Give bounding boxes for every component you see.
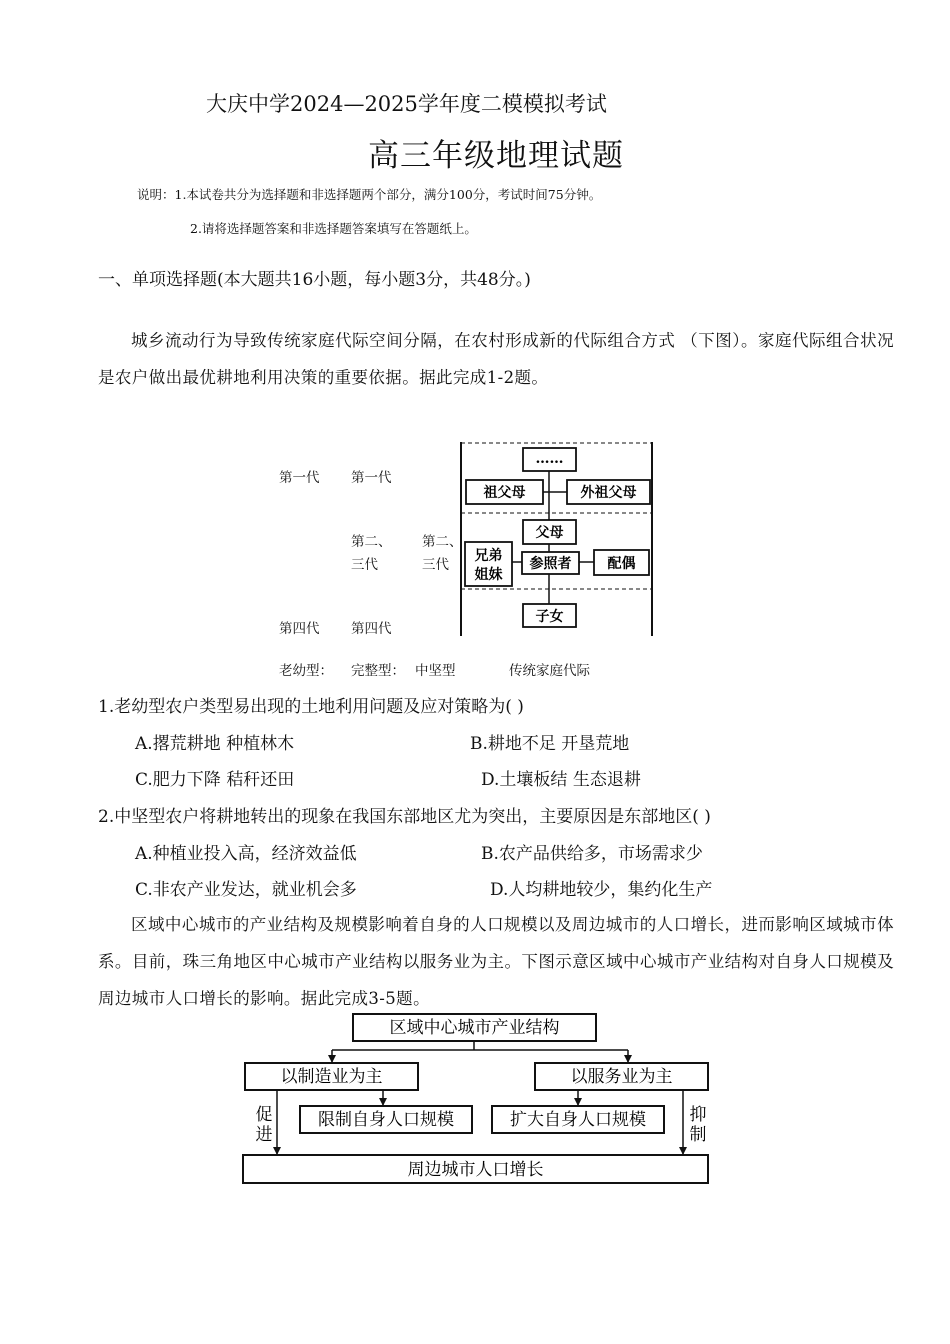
instruction-note-1: 说明：1.本试卷共分为选择题和非选择题两个部分，满分100分，考试时间75分钟。: [137, 187, 602, 202]
label-industry-structure: 区域中心城市产业结构: [389, 1018, 560, 1038]
fig1-caption-b: 完整型：: [351, 663, 405, 679]
label-children: 子女: [535, 609, 564, 625]
fig1-col2-gen23-b: 三代: [422, 557, 449, 573]
label-grandparents: 祖父母: [483, 485, 526, 501]
fig1-col1-gen23-b: 三代: [351, 557, 378, 573]
passage-2: 区域中心城市的产业结构及规模影响着自身的人口规模以及周边城市的人口增长，进而影响区域城市体系。目前，珠三角地区中心城市产业结构以服务业为主。下图示意区域中心城市产业结构对自身人口规模及周边城市人口增长的影响。据此完成3-5题。: [98, 915, 894, 1008]
fig1-caption-a: 老幼型：: [279, 663, 333, 679]
passage-1: 城乡流动行为导致传统家庭代际空间分隔，在农村形成新的代际组合方式 （下图）。家庭代际组合状况是农户做出最优耕地利用决策的重要依据。据此完成1-2题。: [98, 331, 894, 387]
question-1-option-b: B.耕地不足 开垦荒地: [470, 734, 630, 754]
fig1-caption-c: 中坚型: [415, 663, 456, 679]
exam-school-title: 大庆中学2024—2025学年度二模模拟考试: [206, 92, 607, 116]
label-siblings-a: 兄弟: [474, 548, 503, 564]
section-title: 一、单项选择题(本大题共16小题，每小题3分，共48分。): [98, 270, 531, 290]
question-2-option-c: C.非农产业发达，就业机会多: [135, 880, 357, 900]
label-services: 以服务业为主: [570, 1067, 673, 1087]
label-manufacturing: 以制造业为主: [280, 1067, 383, 1087]
label-promote-a: 促: [255, 1105, 273, 1125]
fig1-col1-gen23-a: 第二、: [351, 534, 392, 550]
label-reference: 参照者: [529, 556, 572, 572]
fig1-col2-gen4: 第四代: [351, 621, 392, 637]
label-inhibit-a: 抑: [689, 1105, 707, 1125]
industry-structure-flowchart: [240, 1010, 714, 1188]
instruction-note-2: 2.请将选择题答案和非选择题答案填写在答题纸上。: [190, 221, 477, 236]
label-ellipsis: ……: [535, 451, 564, 467]
label-spouse: 配偶: [607, 556, 636, 572]
question-2-option-b: B.农产品供给多，市场需求少: [481, 844, 703, 864]
label-limit-population: 限制自身人口规模: [318, 1110, 454, 1130]
question-1-stem: 1.老幼型农户类型易出现的土地利用问题及应对策略为( ): [98, 697, 524, 717]
question-2-option-d: D.人均耕地较少，集约化生产: [490, 880, 713, 900]
label-surrounding-growth: 周边城市人口增长: [407, 1160, 544, 1180]
family-generation-diagram: [455, 436, 660, 640]
fig1-col2-gen1: 第一代: [351, 470, 392, 486]
fig1-caption-d: 传统家庭代际: [509, 663, 590, 679]
question-1-option-c: C.肥力下降 秸秆还田: [135, 770, 295, 790]
label-promote-b: 进: [255, 1125, 273, 1145]
question-1-option-a: A.撂荒耕地 种植林木: [135, 734, 295, 754]
label-expand-population: 扩大自身人口规模: [510, 1110, 646, 1130]
label-maternal-grandparents: 外祖父母: [580, 485, 637, 501]
exam-title: 高三年级地理试题: [368, 138, 624, 174]
label-siblings-b: 姐妹: [474, 567, 503, 583]
fig1-col1-gen1: 第一代: [279, 470, 320, 486]
question-2-stem: 2.中坚型农户将耕地转出的现象在我国东部地区尤为突出，主要原因是东部地区( ): [98, 807, 711, 827]
fig1-col2-gen23-a: 第二、: [422, 534, 463, 550]
label-parents: 父母: [535, 525, 564, 541]
fig1-col1-gen4: 第四代: [279, 621, 320, 637]
label-inhibit-b: 制: [689, 1125, 707, 1145]
question-2-option-a: A.种植业投入高，经济效益低: [135, 844, 357, 864]
question-1-option-d: D.土壤板结 生态退耕: [481, 770, 641, 790]
